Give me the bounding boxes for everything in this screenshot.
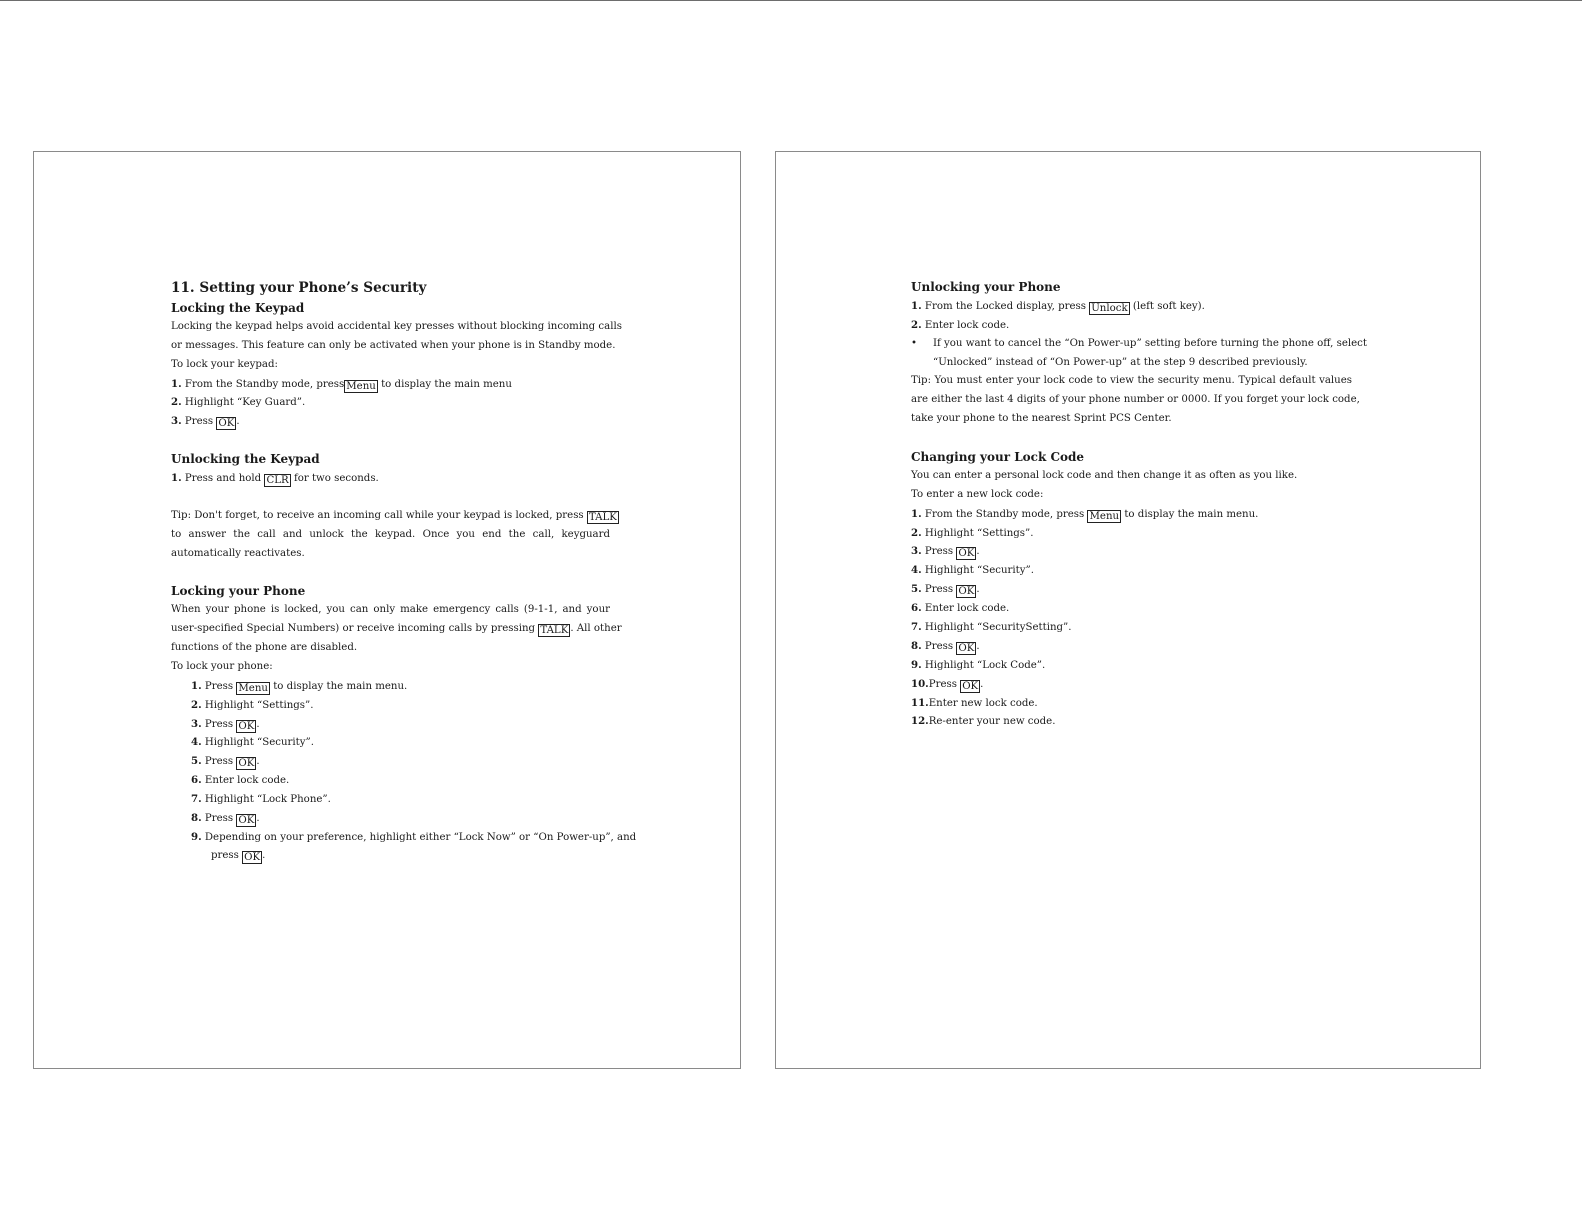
- step-1: [911, 505, 1352, 524]
- step-number: 10.: [911, 677, 929, 690]
- step-text: Highlight “Lock Phone”.: [204, 794, 331, 806]
- step-text: .: [256, 756, 260, 768]
- bullet-continued: “Unlocked” instead of “On Power-up” at the step 9 described previously.: [933, 356, 1308, 368]
- step-text: to display the main menu: [381, 378, 512, 390]
- talk-key: TALK: [588, 511, 617, 523]
- step-number: 9.: [911, 658, 922, 671]
- step-number: 2.: [911, 526, 922, 539]
- step-text: Highlight “Lock Code”.: [924, 659, 1046, 671]
- step-number: 1.: [171, 377, 182, 390]
- ok-key: OK: [958, 586, 975, 598]
- step-text: press: [211, 849, 239, 861]
- step-9: [911, 656, 1352, 675]
- step-text: .: [236, 416, 240, 428]
- step-number: 4.: [911, 564, 922, 577]
- step-11: [911, 694, 1352, 713]
- ok-key: OK: [958, 642, 975, 654]
- step-number: 1.: [911, 507, 922, 520]
- heading-unlocking-phone: Unlocking your Phone: [911, 280, 1061, 294]
- step-number: 1.: [191, 679, 202, 692]
- heading-locking-keypad: Locking the Keypad: [171, 301, 305, 315]
- step-text: Press: [204, 813, 234, 825]
- step-number: 6.: [911, 602, 922, 615]
- step-3: [911, 542, 1352, 561]
- paragraph-line: Locking the keypad helps avoid accidental key presses without blocking incoming calls: [171, 320, 622, 332]
- step-10: [911, 675, 1352, 694]
- page-left: [33, 151, 741, 1069]
- menu-key: Menu: [238, 682, 268, 694]
- step-5: [911, 580, 1352, 599]
- step-text: Enter lock code.: [204, 775, 290, 787]
- step-2: [171, 393, 610, 412]
- step-7: [911, 618, 1352, 637]
- tip-line: take your phone to the nearest Sprint PCS Center.: [911, 413, 1172, 425]
- step-text: Highlight “Security”.: [204, 737, 314, 749]
- heading-unlocking-keypad: Unlocking the Keypad: [171, 452, 320, 467]
- bullet-mark: •: [911, 337, 918, 349]
- step-number: 2.: [191, 698, 202, 711]
- page-right: [775, 151, 1481, 1069]
- step-1: [171, 677, 610, 696]
- step-text: Highlight “SecuritySetting”.: [924, 622, 1072, 634]
- talk-key: TALK: [540, 625, 569, 637]
- ok-key: OK: [958, 548, 975, 560]
- tip-line: to answer the call and unlock the keypad. Once you end the call, keyguard: [171, 528, 610, 540]
- step-text: Highlight “Settings”.: [924, 527, 1034, 539]
- instruction-lead: To lock your phone:: [171, 660, 273, 672]
- step-8: [911, 637, 1352, 656]
- ok-key: OK: [238, 815, 255, 827]
- paragraph-line: or messages. This feature can only be activated when your phone is in Standby mode.: [171, 339, 616, 351]
- step-text: Press: [184, 416, 214, 428]
- page-left-content: [171, 278, 637, 866]
- step-number: 5.: [191, 755, 202, 768]
- ok-key: OK: [238, 720, 255, 732]
- step-2: [171, 696, 610, 715]
- step-number: 1.: [171, 472, 182, 485]
- ok-key: OK: [244, 851, 261, 863]
- step-text: Press: [924, 584, 954, 596]
- step-text: .: [976, 546, 980, 558]
- step-7: [171, 790, 610, 809]
- step-number: 7.: [191, 793, 202, 806]
- step-text: to display the main menu.: [1124, 508, 1259, 520]
- step-number: 11.: [911, 696, 929, 709]
- step-text: Enter lock code.: [924, 319, 1010, 331]
- step-text: Highlight “Settings”.: [204, 699, 314, 711]
- step-12: [911, 712, 1352, 731]
- step-number: 3.: [171, 415, 182, 428]
- instruction-lead: To lock your keypad:: [171, 358, 278, 370]
- step-text: .: [976, 640, 980, 652]
- step-9: [171, 828, 637, 847]
- step-1: [171, 469, 610, 488]
- step-5: [171, 752, 610, 771]
- paragraph-line: [171, 620, 622, 639]
- step-number: 2.: [911, 318, 922, 331]
- step-text: Press and hold: [184, 473, 262, 485]
- step-3: [171, 715, 610, 734]
- step-8: [171, 809, 610, 828]
- step-6: [171, 771, 610, 790]
- clr-key: CLR: [266, 475, 289, 487]
- menu-key: Menu: [1089, 510, 1120, 522]
- step-number: 8.: [911, 639, 922, 652]
- step-number: 4.: [191, 736, 202, 749]
- step-2: [911, 524, 1352, 543]
- heading-changing-lock-code: Changing your Lock Code: [911, 450, 1085, 465]
- step-text: Depending on your preference, highlight either “Lock Now” or “On Power-up”, and: [204, 831, 637, 843]
- step-1: [911, 297, 1352, 316]
- menu-key: Menu: [346, 380, 376, 392]
- step-text: Press: [924, 640, 954, 652]
- step-number: 12.: [911, 715, 929, 728]
- paragraph-line: You can enter a personal lock code and then change it as often as you like.: [911, 469, 1298, 481]
- ok-key: OK: [962, 680, 979, 692]
- top-scan-edge: [0, 0, 1582, 1]
- step-text: .: [262, 849, 266, 861]
- step-number: 9.: [191, 830, 202, 843]
- step-text: From the Standby mode, press: [184, 378, 345, 390]
- step-2: [911, 316, 1352, 335]
- step-text: .: [256, 718, 260, 730]
- step-text: Press: [204, 680, 234, 692]
- step-number: 3.: [911, 545, 922, 558]
- step-text: Press: [204, 718, 234, 730]
- step-3: [171, 412, 610, 431]
- step-text: Enter new lock code.: [928, 697, 1038, 709]
- paragraph-line: functions of the phone are disabled.: [171, 642, 358, 654]
- step-text: Press: [928, 678, 957, 690]
- tip-line: automatically reactivates.: [171, 547, 305, 559]
- tip-line: [171, 507, 617, 526]
- step-number: 3.: [191, 717, 202, 730]
- bullet-item: [911, 335, 1367, 354]
- step-text: Press: [924, 546, 954, 558]
- step-6: [911, 599, 1352, 618]
- bullet-text: If you want to cancel the “On Power-up” setting before turning the phone off, select: [933, 337, 1367, 349]
- step-number: 5.: [911, 583, 922, 596]
- step-number: 7.: [911, 621, 922, 634]
- heading-locking-phone: Locking your Phone: [171, 584, 306, 599]
- step-text: to display the main menu.: [273, 680, 408, 692]
- step-1: [171, 375, 610, 394]
- step-text: From the Locked display, press: [924, 300, 1086, 312]
- paragraph-line: When your phone is locked, you can only make emergency calls (9-1-1, and your: [171, 604, 610, 616]
- step-9-continued: [171, 847, 610, 866]
- ok-key: OK: [238, 758, 255, 770]
- chapter-title: 11. Setting your Phone’s Security: [171, 280, 427, 296]
- page-right-content: [911, 278, 1367, 731]
- step-text: .: [976, 584, 980, 596]
- step-text: Enter lock code.: [924, 603, 1010, 615]
- unlock-key: Unlock: [1091, 302, 1128, 314]
- step-4: [171, 733, 610, 752]
- step-text: Highlight “Security”.: [924, 565, 1034, 577]
- tip-line: Tip: You must enter your lock code to view the security menu. Typical default values: [911, 375, 1352, 387]
- step-4: [911, 561, 1352, 580]
- paragraph-text: . All other: [570, 623, 622, 635]
- step-text: Re-enter your new code.: [928, 716, 1056, 728]
- step-number: 6.: [191, 774, 202, 787]
- tip-line: are either the last 4 digits of your phone number or 0000. If you forget your lock code,: [911, 394, 1360, 406]
- step-text: From the Standby mode, press: [924, 508, 1085, 520]
- step-text: Highlight “Key Guard”.: [184, 397, 306, 409]
- paragraph-text: user-specified Special Numbers) or receive incoming calls by pressing: [171, 623, 536, 635]
- ok-key: OK: [218, 418, 235, 430]
- step-number: 1.: [911, 299, 922, 312]
- instruction-lead: To enter a new lock code:: [911, 488, 1044, 500]
- step-number: 2.: [171, 396, 182, 409]
- step-text: .: [980, 678, 984, 690]
- step-text: .: [256, 813, 260, 825]
- step-text: for two seconds.: [293, 473, 379, 485]
- step-text: (left soft key).: [1132, 300, 1205, 312]
- tip-text: Tip: Don't forget, to receive an incoming call while your keypad is locked, press: [171, 509, 584, 521]
- step-number: 8.: [191, 812, 202, 825]
- step-text: Press: [204, 756, 234, 768]
